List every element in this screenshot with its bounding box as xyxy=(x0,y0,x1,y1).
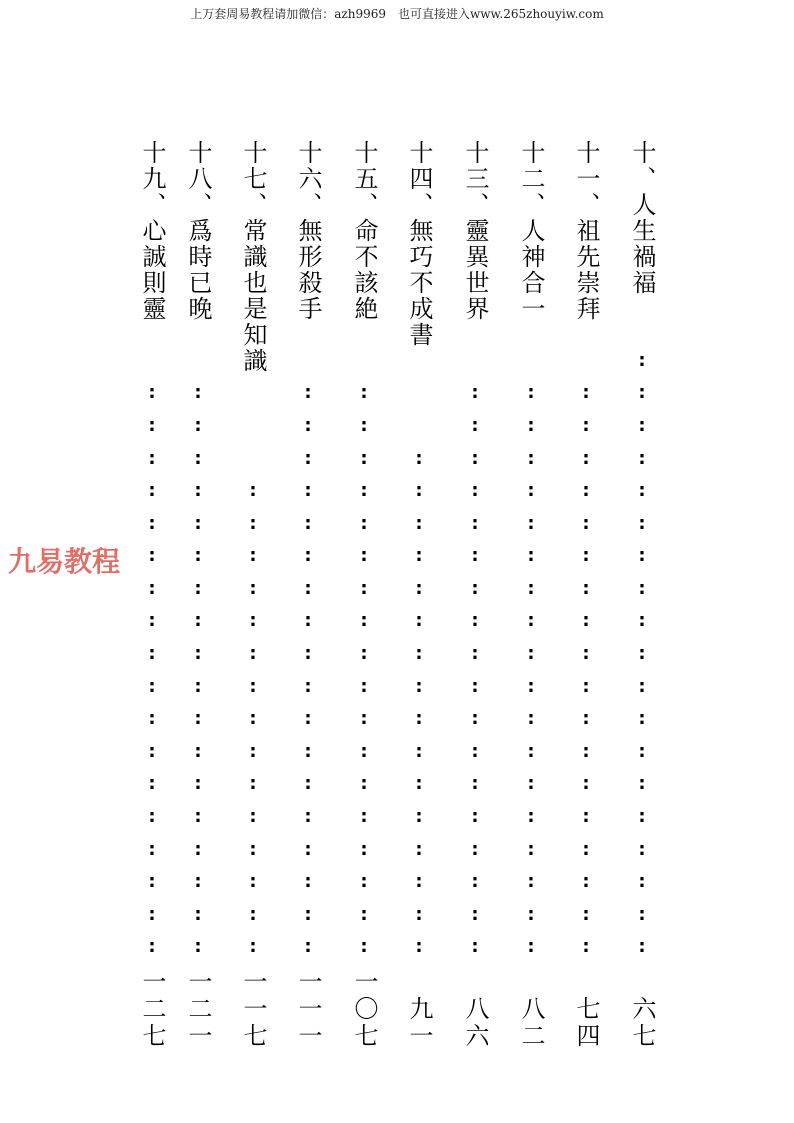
leader-dot: : xyxy=(582,936,590,958)
leader-dot: : xyxy=(360,414,368,436)
leader-dot: : xyxy=(194,610,202,632)
leader-dot: : xyxy=(471,903,479,925)
leader-dot: : xyxy=(638,708,646,730)
leader-dot: : xyxy=(249,512,257,534)
leader-dot: : xyxy=(148,773,156,795)
toc-entry-title: 十四、無巧不成書 xyxy=(405,140,433,348)
leader-dot: : xyxy=(360,643,368,665)
leader-dot: : xyxy=(249,610,257,632)
leader-dot: : xyxy=(194,447,202,469)
leader-dot: : xyxy=(249,871,257,893)
leader-dot: : xyxy=(638,512,646,534)
leader-dot: : xyxy=(148,577,156,599)
leader-dot: : xyxy=(638,577,646,599)
leader-dot: : xyxy=(471,382,479,404)
toc-entry-page: 一二七 xyxy=(138,969,166,1050)
leader-dot: : xyxy=(582,643,590,665)
leader-dot: : xyxy=(527,936,535,958)
leader-dot: : xyxy=(638,740,646,762)
toc-leader-dots xyxy=(135,376,169,964)
leader-dot: : xyxy=(638,480,646,502)
leader-dot: : xyxy=(360,773,368,795)
leader-dot: : xyxy=(360,545,368,567)
leader-dot: : xyxy=(415,610,423,632)
leader-dot: : xyxy=(582,577,590,599)
leader-dot: : xyxy=(582,382,590,404)
leader-dot: : xyxy=(638,643,646,665)
leader-dot: : xyxy=(304,871,312,893)
table-of-contents xyxy=(0,140,794,1070)
toc-entry-page: 一二一 xyxy=(184,969,212,1050)
leader-dot: : xyxy=(415,871,423,893)
leader-dot: : xyxy=(360,610,368,632)
leader-dot: : xyxy=(527,480,535,502)
leader-dot: : xyxy=(638,806,646,828)
leader-dot: : xyxy=(360,936,368,958)
leader-dot: : xyxy=(194,414,202,436)
toc-entry-title: 十二、人神合一 xyxy=(517,140,545,322)
leader-dot: : xyxy=(471,708,479,730)
leader-dot: : xyxy=(194,740,202,762)
leader-dot: : xyxy=(415,773,423,795)
leader-dot: : xyxy=(249,577,257,599)
leader-dot: : xyxy=(582,773,590,795)
leader-dot: : xyxy=(527,838,535,860)
toc-leader-dots xyxy=(402,412,436,964)
leader-dot: : xyxy=(360,480,368,502)
leader-dot: : xyxy=(527,740,535,762)
leader-dot: : xyxy=(304,643,312,665)
leader-dot: : xyxy=(360,512,368,534)
watermark-logo: 九易教程 xyxy=(8,545,121,578)
leader-dot: : xyxy=(304,936,312,958)
leader-dot: : xyxy=(360,577,368,599)
leader-dot: : xyxy=(415,545,423,567)
leader-dot: : xyxy=(415,708,423,730)
leader-dot: : xyxy=(415,480,423,502)
leader-dot: : xyxy=(638,936,646,958)
toc-leader-dots xyxy=(458,376,492,964)
leader-dot: : xyxy=(360,903,368,925)
toc-entry-page: 八六 xyxy=(461,996,489,1050)
leader-dot: : xyxy=(638,838,646,860)
leader-dot: : xyxy=(471,806,479,828)
leader-dot: : xyxy=(582,512,590,534)
leader-dot: : xyxy=(148,740,156,762)
toc-entry-title: 十六、無形殺手 xyxy=(294,140,322,322)
toc-entry-page: 七四 xyxy=(572,996,600,1050)
leader-dot: : xyxy=(582,480,590,502)
toc-entry xyxy=(236,140,270,1050)
leader-dot: : xyxy=(249,675,257,697)
leader-dot: : xyxy=(249,708,257,730)
leader-dot: : xyxy=(304,480,312,502)
leader-dot: : xyxy=(471,871,479,893)
leader-dot: : xyxy=(638,545,646,567)
leader-dot: : xyxy=(194,675,202,697)
leader-dot: : xyxy=(148,675,156,697)
header-banner: 上万套周易教程请加微信：azh9969 也可直接进入www.265zhouyiw.com xyxy=(190,7,604,21)
leader-dot: : xyxy=(194,577,202,599)
leader-dot: : xyxy=(471,577,479,599)
leader-dot: : xyxy=(148,708,156,730)
leader-dot: : xyxy=(304,806,312,828)
leader-dot: : xyxy=(415,447,423,469)
leader-dot: : xyxy=(249,740,257,762)
leader-dot: : xyxy=(360,740,368,762)
leader-dot: : xyxy=(527,806,535,828)
leader-dot: : xyxy=(194,838,202,860)
toc-entry-title: 十一、祖先崇拜 xyxy=(572,140,600,322)
leader-dot: : xyxy=(304,414,312,436)
toc-entry xyxy=(135,140,169,1050)
leader-dot: : xyxy=(304,708,312,730)
leader-dot: : xyxy=(471,740,479,762)
toc-entry-title: 十、人生禍福 xyxy=(628,140,656,296)
toc-leader-dots xyxy=(625,340,659,964)
leader-dot: : xyxy=(527,545,535,567)
leader-dot: : xyxy=(527,675,535,697)
leader-dot: : xyxy=(194,871,202,893)
leader-dot: : xyxy=(148,545,156,567)
leader-dot: : xyxy=(304,773,312,795)
leader-dot: : xyxy=(527,773,535,795)
leader-dot: : xyxy=(148,512,156,534)
leader-dot: : xyxy=(471,838,479,860)
toc-leader-dots xyxy=(514,376,548,964)
toc-entry-page: 九一 xyxy=(405,996,433,1050)
leader-dot: : xyxy=(527,643,535,665)
leader-dot: : xyxy=(304,545,312,567)
leader-dot: : xyxy=(638,871,646,893)
toc-entry-title: 十八、爲時已晚 xyxy=(184,140,212,322)
toc-entry xyxy=(347,140,381,1050)
leader-dot: : xyxy=(582,838,590,860)
leader-dot: : xyxy=(638,610,646,632)
leader-dot: : xyxy=(582,610,590,632)
toc-leader-dots xyxy=(236,446,270,964)
toc-entry-page: 八二 xyxy=(517,996,545,1050)
toc-entry xyxy=(181,140,215,1050)
leader-dot: : xyxy=(304,903,312,925)
leader-dot: : xyxy=(148,806,156,828)
leader-dot: : xyxy=(471,773,479,795)
leader-dot: : xyxy=(249,903,257,925)
leader-dot: : xyxy=(249,545,257,567)
leader-dot: : xyxy=(148,903,156,925)
leader-dot: : xyxy=(415,740,423,762)
leader-dot: : xyxy=(638,447,646,469)
leader-dot: : xyxy=(471,447,479,469)
leader-dot: : xyxy=(194,708,202,730)
leader-dot: : xyxy=(527,610,535,632)
toc-entry xyxy=(569,140,603,1050)
toc-entry-title: 十七、常識也是知識 xyxy=(239,140,267,374)
leader-dot: : xyxy=(194,903,202,925)
leader-dot: : xyxy=(582,871,590,893)
leader-dot: : xyxy=(415,936,423,958)
leader-dot: : xyxy=(194,382,202,404)
toc-entry-page: 六七 xyxy=(628,996,656,1050)
toc-leader-dots xyxy=(569,376,603,964)
leader-dot: : xyxy=(415,806,423,828)
leader-dot: : xyxy=(360,708,368,730)
leader-dot: : xyxy=(360,871,368,893)
leader-dot: : xyxy=(148,643,156,665)
leader-dot: : xyxy=(471,414,479,436)
leader-dot: : xyxy=(148,838,156,860)
leader-dot: : xyxy=(527,447,535,469)
leader-dot: : xyxy=(304,512,312,534)
toc-entry xyxy=(625,140,659,1050)
toc-entry xyxy=(514,140,548,1050)
leader-dot: : xyxy=(582,740,590,762)
leader-dot: : xyxy=(148,936,156,958)
leader-dot: : xyxy=(471,675,479,697)
leader-dot: : xyxy=(194,545,202,567)
toc-leader-dots xyxy=(347,376,381,964)
leader-dot: : xyxy=(415,675,423,697)
leader-dot: : xyxy=(471,512,479,534)
leader-dot: : xyxy=(582,414,590,436)
leader-dot: : xyxy=(304,740,312,762)
leader-dot: : xyxy=(304,577,312,599)
leader-dot: : xyxy=(148,871,156,893)
toc-leader-dots xyxy=(291,376,325,964)
leader-dot: : xyxy=(148,414,156,436)
leader-dot: : xyxy=(304,838,312,860)
leader-dot: : xyxy=(304,610,312,632)
leader-dot: : xyxy=(415,577,423,599)
leader-dot: : xyxy=(415,838,423,860)
leader-dot: : xyxy=(527,871,535,893)
leader-dot: : xyxy=(249,838,257,860)
leader-dot: : xyxy=(527,382,535,404)
leader-dot: : xyxy=(360,806,368,828)
leader-dot: : xyxy=(527,708,535,730)
leader-dot: : xyxy=(148,447,156,469)
leader-dot: : xyxy=(527,903,535,925)
leader-dot: : xyxy=(304,675,312,697)
leader-dot: : xyxy=(249,480,257,502)
leader-dot: : xyxy=(638,349,646,371)
leader-dot: : xyxy=(194,512,202,534)
leader-dot: : xyxy=(527,512,535,534)
leader-dot: : xyxy=(638,382,646,404)
toc-entry-title: 十五、命不該絶 xyxy=(350,140,378,322)
leader-dot: : xyxy=(582,545,590,567)
toc-entry-page: 一〇七 xyxy=(350,969,378,1050)
leader-dot: : xyxy=(527,577,535,599)
leader-dot: : xyxy=(638,414,646,436)
toc-entry-page: 一一七 xyxy=(239,969,267,1050)
leader-dot: : xyxy=(304,382,312,404)
leader-dot: : xyxy=(638,903,646,925)
leader-dot: : xyxy=(471,936,479,958)
leader-dot: : xyxy=(304,447,312,469)
leader-dot: : xyxy=(249,936,257,958)
leader-dot: : xyxy=(471,643,479,665)
leader-dot: : xyxy=(582,447,590,469)
leader-dot: : xyxy=(471,480,479,502)
leader-dot: : xyxy=(582,675,590,697)
leader-dot: : xyxy=(582,903,590,925)
toc-entry-title: 十九、心誠則靈 xyxy=(138,140,166,322)
leader-dot: : xyxy=(582,806,590,828)
leader-dot: : xyxy=(194,773,202,795)
leader-dot: : xyxy=(415,512,423,534)
leader-dot: : xyxy=(415,903,423,925)
toc-entry-title: 十三、靈異世界 xyxy=(461,140,489,322)
leader-dot: : xyxy=(360,838,368,860)
leader-dot: : xyxy=(360,675,368,697)
leader-dot: : xyxy=(360,447,368,469)
leader-dot: : xyxy=(194,643,202,665)
leader-dot: : xyxy=(638,675,646,697)
leader-dot: : xyxy=(249,643,257,665)
toc-entry-page: 一一一 xyxy=(294,969,322,1050)
leader-dot: : xyxy=(471,545,479,567)
leader-dot: : xyxy=(194,806,202,828)
leader-dot: : xyxy=(148,480,156,502)
leader-dot: : xyxy=(249,773,257,795)
leader-dot: : xyxy=(415,643,423,665)
leader-dot: : xyxy=(471,610,479,632)
toc-entry xyxy=(402,140,436,1050)
toc-entry xyxy=(291,140,325,1050)
leader-dot: : xyxy=(582,708,590,730)
leader-dot: : xyxy=(148,382,156,404)
toc-entry xyxy=(458,140,492,1050)
leader-dot: : xyxy=(249,806,257,828)
leader-dot: : xyxy=(360,382,368,404)
leader-dot: : xyxy=(527,414,535,436)
leader-dot: : xyxy=(148,610,156,632)
leader-dot: : xyxy=(638,773,646,795)
toc-leader-dots xyxy=(181,376,215,964)
leader-dot: : xyxy=(194,480,202,502)
leader-dot: : xyxy=(194,936,202,958)
